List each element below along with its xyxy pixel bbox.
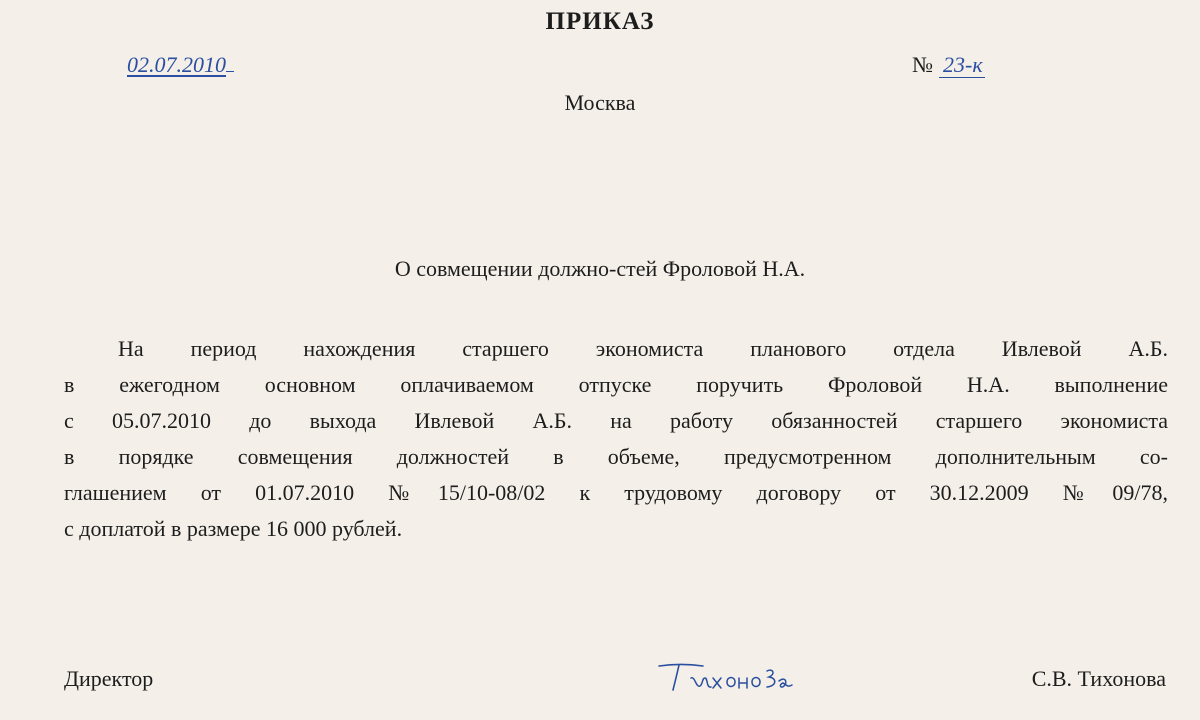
body-line-5: глашением от 01.07.2010 №15/10-08/02 к трудовому договору от 30.12.2009 №09/78, (64, 480, 1168, 505)
document-date (127, 52, 234, 78)
body-line-4: в порядке совмещения должностей в объеме, предусмотренном дополнительным со- (64, 444, 1168, 469)
number-sign: № (912, 52, 933, 77)
body-line-1: На период нахождения старшего экономиста планового отдела Ивлевой А.Б. (118, 336, 1168, 361)
signer-name: С.В. Тихонова (1031, 666, 1166, 691)
signer-position: Директор (64, 666, 154, 691)
document-subject: О совмещении должно-стей Фроловой Н.А. (394, 256, 806, 281)
number-value: 23-к (939, 53, 985, 78)
document-number (912, 52, 985, 78)
body-line-6: с доплатой в размере 16 000 рублей. (64, 516, 403, 541)
handwritten-signature (655, 654, 795, 700)
order-body (64, 331, 1168, 547)
body-line-2: в ежегодном основном оплачиваемом отпуске поручить Фроловой Н.А. выполнение (64, 372, 1168, 397)
document-city: Москва (564, 90, 636, 115)
document-date-value: 02.07.2010 (127, 52, 226, 77)
body-line-3: с 05.07.2010 до выхода Ивлевой А.Б. на работу обязанностей старшего экономиста (64, 408, 1168, 433)
date-underline (226, 71, 234, 72)
document-title: ПРИКАЗ (545, 8, 655, 35)
